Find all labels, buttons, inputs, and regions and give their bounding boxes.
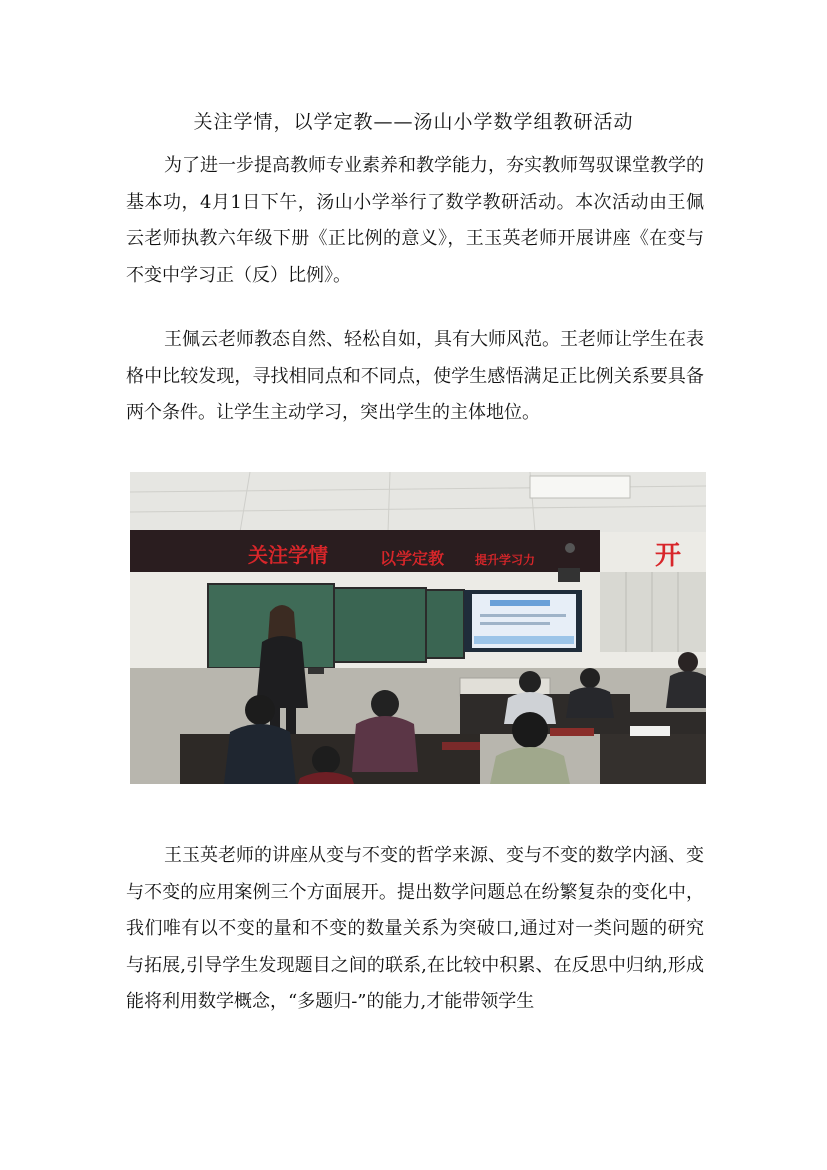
- banner-text-1: 关注学情: [248, 543, 328, 567]
- banner-text-2: 以学定教: [380, 549, 445, 568]
- paragraph-lesson: 王佩云老师教态自然、轻松自如，具有大师风范。王老师让学生在表格中比较发现，寻找相同点和不同点，使学生感悟满足正比例关系要具备两个条件。让学生主动学习，突出学生的主体地位。: [126, 329, 704, 423]
- classroom-photo: [130, 472, 706, 784]
- paragraph-intro: 为了进一步提高教师专业素养和教学能力，夯实教师驾驭课堂教学的基本功，4月1日下午，汤山小学举行了数学教研活动。本次活动由王佩云老师执教六年级下册《正比例的意义》，王玉英老师开展讲座《在变与不变中学习正（反）比例》。: [126, 155, 704, 286]
- paragraph-lecture: 王玉英老师的讲座从变与不变的哲学来源、变与不变的数学内涵、变与不变的应用案例三个方面展开。提出数学问题总在纷繁复杂的变化中，我们唯有以不变的量和不变的数量关系为突破口,通过对一类问题的研究与拓展,引导学生发现题目之间的联系,在比较中积累、在反思中归纳,形成能将利用数学概念，“多题归-”的能力,才能带领学生: [126, 845, 704, 1012]
- banner-text-3: 提升学习力: [475, 553, 536, 567]
- wall-sign-text: 开: [655, 541, 682, 571]
- document-title: 关注学情，以学定教——汤山小学数学组教研活动: [193, 111, 634, 133]
